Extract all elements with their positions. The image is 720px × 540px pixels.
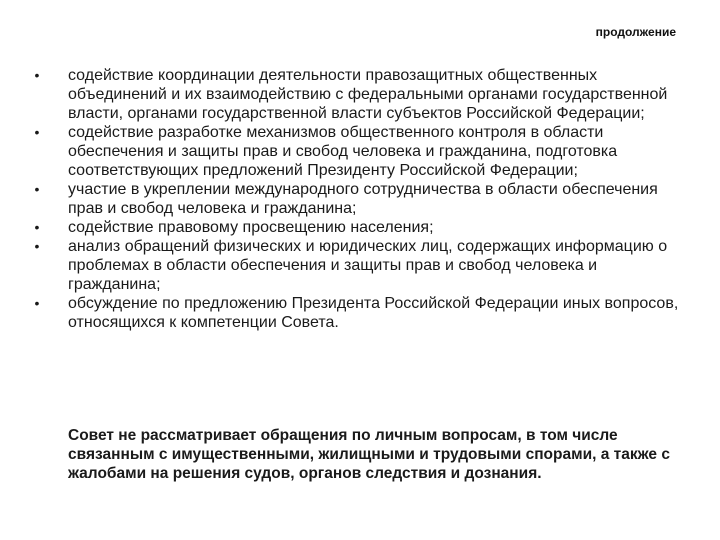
note-paragraph: Совет не рассматривает обращения по личным вопросам, в том числе связанным с имущественными, жилищными и трудовыми спорами, а также с жалобами на решения судов, органов следствия и дознания. xyxy=(68,427,670,482)
list-item-text: содействие правовому просвещению населения; xyxy=(68,219,434,236)
bullet-icon: • xyxy=(34,67,40,83)
list-item-text: участие в укреплении международного сотрудничества в области обеспечения прав и свобод человека и гражданина; xyxy=(68,181,658,217)
list-item xyxy=(30,66,680,123)
bullet-icon: • xyxy=(34,238,40,254)
list-item xyxy=(30,218,680,237)
list-item-text: содействие разработке механизмов общественного контроля в области обеспечения и защиты прав и свобод человека и гражданина, подготовка соответствующих предложений Президенту Российской Федерации; xyxy=(68,124,618,179)
list-item xyxy=(30,294,680,332)
bullet-icon: • xyxy=(34,219,40,235)
bullet-icon: • xyxy=(34,295,40,311)
list-item xyxy=(30,237,680,294)
list-item-text: анализ обращений физических и юридических лиц, содержащих информацию о проблемах в области обеспечения и защиты прав и свобод человека и гражданина; xyxy=(68,238,668,293)
list-item-text: содействие координации деятельности правозащитных общественных объединений и их взаимодействию с федеральными органами государственной власти, органами государственной власти субъектов Российской Федерации; xyxy=(68,67,668,122)
bullet-icon: • xyxy=(34,181,40,197)
list-item xyxy=(30,180,680,218)
continuation-label: продолжение xyxy=(595,25,676,39)
list-item xyxy=(30,123,680,180)
bullet-list xyxy=(30,66,680,332)
list-item-text: обсуждение по предложению Президента Российской Федерации иных вопросов, относящихся к компетенции Совета. xyxy=(68,295,679,331)
bullet-icon: • xyxy=(34,124,40,140)
